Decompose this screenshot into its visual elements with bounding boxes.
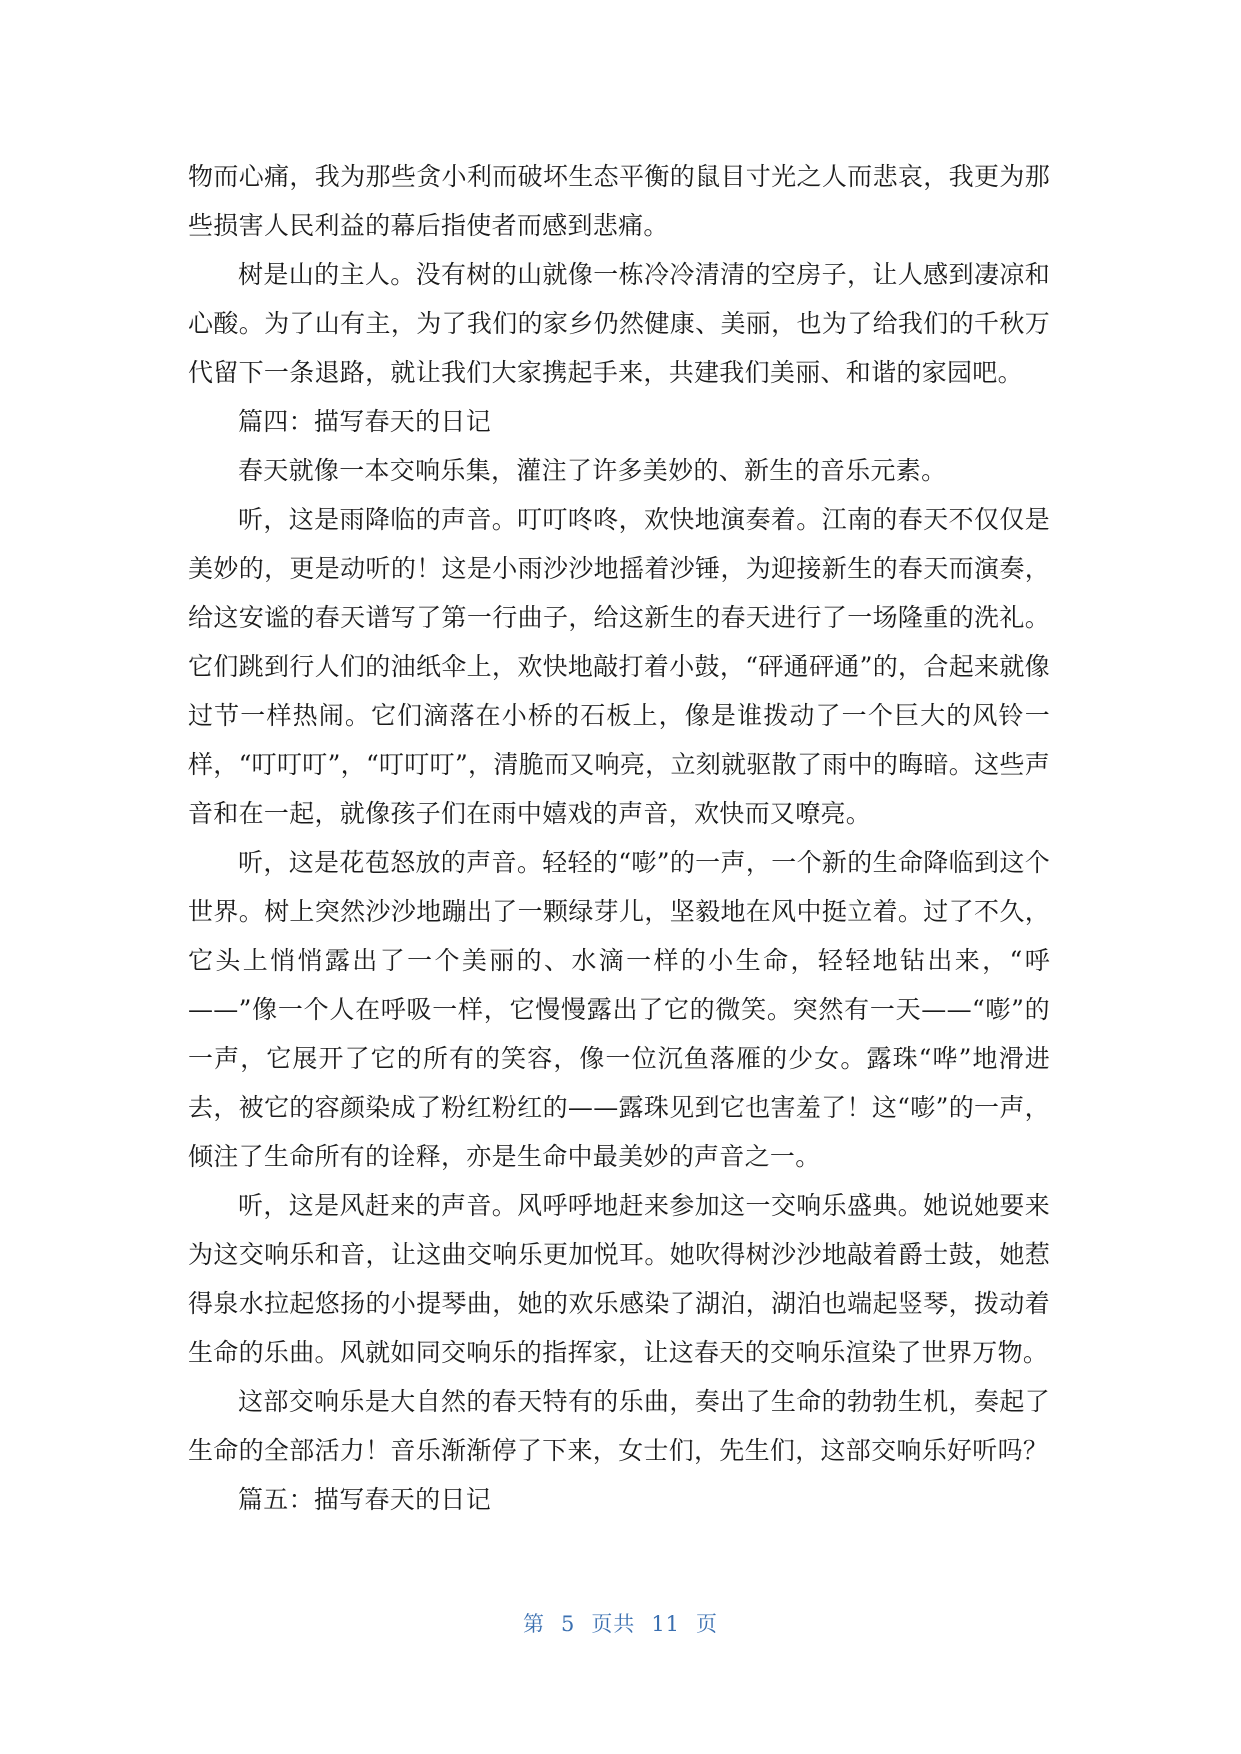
footer-current-page: 5 (560, 1612, 576, 1636)
footer-middle: 页共 (591, 1612, 636, 1636)
paragraph-3: 春天就像一本交响乐集，灌注了许多美妙的、新生的音乐元素。 (238, 456, 947, 485)
paragraph-6: 听，这是风赶来的声音。风呼呼地赶来参加这一交响乐盛典。她说她要来为这交响乐和音，让这曲交响乐更加悦耳。她吹得树沙沙地敲着爵士鼓，她惹得泉水拉起悠扬的小提琴曲，她的欢乐感染了湖泊，湖泊也端起竖琴，拨动着生命的乐曲。风就如同交响乐的指挥家，让这春天的交响乐渲染了世界万物。 (188, 1191, 1050, 1367)
paragraph-5: 听，这是花苞怒放的声音。轻轻的“嘭”的一声，一个新的生命降临到这个世界。树上突然沙沙地蹦出了一颗绿芽儿，坚毅地在风中挺立着。过了不久，它头上悄悄露出了一个美丽的、水滴一样的小生命，轻轻地钻出来，“呼——”像一个人在呼吸一样，它慢慢露出了它的微笑。突然有一天——“嘭”的一声，它展开了它的所有的笑容，像一位沉鱼落雁的少女。露珠“哗”地滑进去，被它的容颜染成了粉红粉红的——露珠见到它也害羞了！这“嘭”的一声，倾注了生命所有的诠释，亦是生命中最美妙的声音之一。 (188, 848, 1050, 1171)
section-heading-5: 篇五：描写春天的日记 (238, 1485, 492, 1514)
footer-prefix: 第 (522, 1612, 545, 1636)
document-body (188, 152, 1050, 1524)
page-footer (0, 1608, 1241, 1638)
footer-suffix: 页 (696, 1612, 719, 1636)
paragraph-1: 物而心痛，我为那些贪小利而破坏生态平衡的鼠目寸光之人而悲哀，我更为那些损害人民利益的幕后指使者而感到悲痛。 (188, 162, 1050, 240)
footer-total-pages: 11 (651, 1612, 681, 1636)
paragraph-7: 这部交响乐是大自然的春天特有的乐曲，奏出了生命的勃勃生机，奏起了生命的全部活力！音乐渐渐停了下来，女士们，先生们，这部交响乐好听吗？ (188, 1387, 1050, 1465)
paragraph-4: 听，这是雨降临的声音。叮叮咚咚，欢快地演奏着。江南的春天不仅仅是美妙的，更是动听的！这是小雨沙沙地摇着沙锤，为迎接新生的春天而演奏，给这安谧的春天谱写了第一行曲子，给这新生的春天进行了一场隆重的洗礼。它们跳到行人们的油纸伞上，欢快地敲打着小鼓，“砰通砰通”的，合起来就像过节一样热闹。它们滴落在小桥的石板上，像是谁拨动了一个巨大的风铃一样，“叮叮叮”，“叮叮叮”，清脆而又响亮，立刻就驱散了雨中的晦暗。这些声音和在一起，就像孩子们在雨中嬉戏的声音，欢快而又嘹亮。 (188, 505, 1050, 828)
section-heading-4: 篇四：描写春天的日记 (238, 407, 492, 436)
paragraph-2: 树是山的主人。没有树的山就像一栋冷冷清清的空房子，让人感到凄凉和心酸。为了山有主，为了我们的家乡仍然健康、美丽，也为了给我们的千秋万代留下一条退路，就让我们大家携起手来，共建我们美丽、和谐的家园吧。 (188, 260, 1050, 387)
